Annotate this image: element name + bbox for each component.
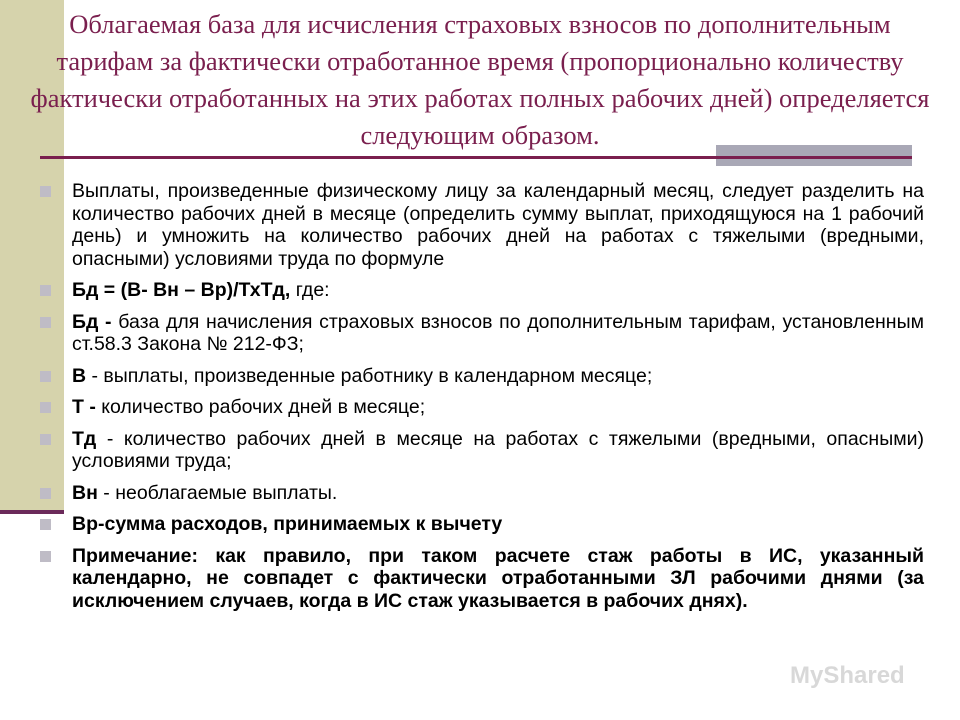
item-text: где: (290, 279, 330, 301)
list-item (40, 180, 924, 270)
item-term: Тд (72, 427, 97, 450)
item-text: Вр-сумма расходов, принимаемых к вычету (72, 513, 503, 535)
list-item (40, 513, 924, 536)
item-text: - выплаты, произведенные работнику в календарном месяце; (86, 364, 653, 387)
item-text: количество рабочих дней в месяце; (95, 396, 426, 418)
title-underline (40, 156, 912, 159)
watermark-text: MyShared (790, 662, 905, 689)
list-item (40, 545, 924, 613)
bullet-list (40, 180, 924, 621)
list-item (40, 365, 924, 388)
item-term: Вн (72, 481, 98, 504)
item-term: В (72, 364, 87, 387)
list-item (40, 279, 924, 302)
list-item (40, 482, 924, 505)
item-text: Примечание: как правило, при таком расчете стаж работы в ИС, указанный календарно, не совпадет с фактически отработанными ЗЛ рабочими днями (за исключением случаев, когда в ИС стаж указывается в рабочих днях). (72, 544, 924, 612)
list-item (40, 311, 924, 356)
item-term: Т - (72, 396, 96, 418)
item-text: Выплаты, произведенные физическому лицу за календарный месяц, следует разделить на количество рабочих дней в месяце (определить сумму выплат, приходящуюся на 1 рабочий день) и умножить на количество рабочих дней на работах с тяжелыми (вредными, опасными) условиями труда по формуле (72, 180, 924, 270)
item-term: Бд = (В- Вн – Вр)/ТхТд, (72, 279, 291, 301)
item-text: - количество рабочих дней в месяце на работах с тяжелыми (вредными, опасными) условиями труда; (72, 427, 924, 472)
slide-title: Облагаемая база для исчисления страховых взносов по дополнительным тарифам за фактически отработанное время (пропорционально количеству фактически отработанных на этих работах полных рабочих дней) определяется следующим образом. (30, 9, 930, 150)
list-item (40, 396, 924, 419)
item-text: база для начисления страховых взносов по дополнительным тарифам, установленным ст.58.3 Закона № 212-ФЗ; (72, 310, 924, 355)
list-item (40, 428, 924, 473)
item-text: - необлагаемые выплаты. (97, 481, 338, 504)
item-term: Бд - (72, 310, 112, 333)
